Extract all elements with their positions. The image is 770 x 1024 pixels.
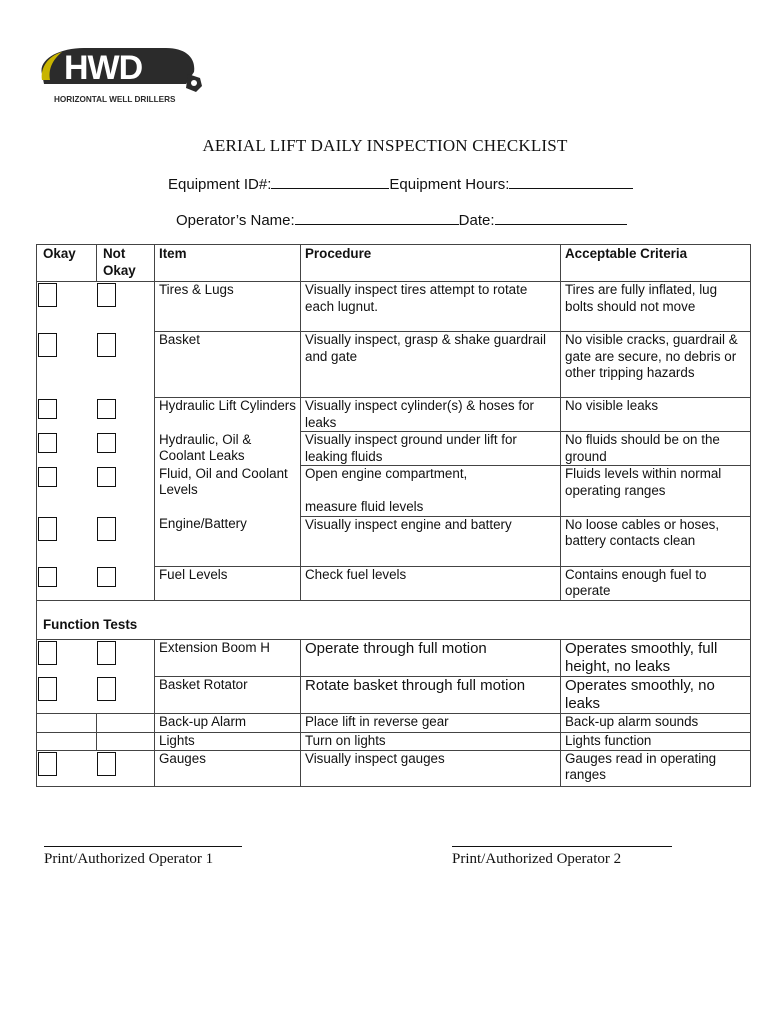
signature-line-1[interactable] bbox=[44, 846, 242, 847]
company-logo bbox=[36, 44, 208, 108]
procedure-cell: Visually inspect ground under lift for leaking fluids bbox=[301, 432, 561, 466]
header-criteria: Acceptable Criteria bbox=[561, 245, 751, 282]
procedure-cell: Turn on lights bbox=[301, 732, 561, 750]
not-okay-checkbox[interactable] bbox=[97, 713, 155, 732]
criteria-cell: Contains enough fuel to operate bbox=[561, 566, 751, 600]
table-row bbox=[37, 282, 751, 332]
not-okay-checkbox[interactable] bbox=[97, 399, 116, 419]
criteria-cell: Fluids levels within normal operating ranges bbox=[561, 466, 751, 516]
table-row bbox=[37, 639, 751, 676]
header-procedure: Procedure bbox=[301, 245, 561, 282]
inspection-table bbox=[36, 244, 751, 787]
okay-checkbox[interactable] bbox=[38, 517, 57, 541]
table-row bbox=[37, 466, 751, 516]
okay-checkbox[interactable] bbox=[38, 433, 57, 453]
table-row bbox=[37, 398, 751, 432]
table-row bbox=[37, 713, 751, 732]
procedure-cell: Check fuel levels bbox=[301, 566, 561, 600]
criteria-cell: No fluids should be on the ground bbox=[561, 432, 751, 466]
criteria-cell: Lights function bbox=[561, 732, 751, 750]
procedure-cell: Place lift in reverse gear bbox=[301, 713, 561, 732]
header-not-okay: Not Okay bbox=[97, 245, 155, 282]
not-okay-checkbox[interactable] bbox=[97, 567, 116, 587]
table-row bbox=[37, 750, 751, 786]
item-cell: Fluid, Oil and Coolant Levels bbox=[155, 466, 301, 516]
okay-checkbox[interactable] bbox=[38, 677, 57, 701]
function-tests-heading: Function Tests bbox=[37, 600, 751, 639]
procedure-line-1: Open engine compartment, bbox=[305, 466, 468, 482]
criteria-cell: No visible leaks bbox=[561, 398, 751, 432]
item-cell: Basket Rotator bbox=[155, 676, 301, 713]
operator-name-label: Operator’s Name: bbox=[176, 212, 295, 229]
criteria-cell: Gauges read in operating ranges bbox=[561, 750, 751, 786]
table-row bbox=[37, 732, 751, 750]
equipment-id-label: Equipment ID#: bbox=[168, 176, 272, 193]
item-cell: Hydraulic, Oil & Coolant Leaks bbox=[155, 432, 301, 466]
procedure-cell: Visually inspect, grasp & shake guardrail and gate bbox=[301, 332, 561, 398]
table-row bbox=[37, 566, 751, 600]
equipment-id-field[interactable] bbox=[168, 174, 633, 193]
not-okay-checkbox[interactable] bbox=[97, 732, 155, 750]
item-cell: Tires & Lugs bbox=[155, 282, 301, 332]
page-title: AERIAL LIFT DAILY INSPECTION CHECKLIST bbox=[202, 136, 568, 155]
table-row bbox=[37, 432, 751, 466]
equipment-hours-label: Equipment Hours: bbox=[389, 176, 510, 193]
table-row bbox=[37, 676, 751, 713]
item-cell: Lights bbox=[155, 732, 301, 750]
okay-checkbox[interactable] bbox=[38, 752, 57, 776]
criteria-cell: No loose cables or hoses, battery contacts clean bbox=[561, 516, 751, 566]
okay-checkbox[interactable] bbox=[38, 333, 57, 357]
item-cell: Gauges bbox=[155, 750, 301, 786]
okay-checkbox[interactable] bbox=[38, 567, 57, 587]
not-okay-checkbox[interactable] bbox=[97, 641, 116, 665]
criteria-cell: No visible cracks, guardrail & gate are secure, no debris or other tripping hazards bbox=[561, 332, 751, 398]
svg-text:HWD: HWD bbox=[64, 49, 143, 87]
table-row bbox=[37, 332, 751, 398]
date-label: Date: bbox=[458, 212, 495, 229]
not-okay-checkbox[interactable] bbox=[97, 467, 116, 487]
procedure-cell: Visually inspect tires attempt to rotate each lugnut. bbox=[301, 282, 561, 332]
procedure-cell bbox=[301, 466, 561, 516]
not-okay-checkbox[interactable] bbox=[97, 283, 116, 307]
not-okay-checkbox[interactable] bbox=[97, 433, 116, 453]
not-okay-checkbox[interactable] bbox=[97, 677, 116, 701]
procedure-line-2: measure fluid levels bbox=[305, 498, 424, 514]
not-okay-checkbox[interactable] bbox=[97, 333, 116, 357]
logo-tagline: HORIZONTAL WELL DRILLERS bbox=[54, 95, 176, 104]
okay-checkbox[interactable] bbox=[38, 283, 57, 307]
procedure-cell: Visually inspect cylinder(s) & hoses for leaks bbox=[301, 398, 561, 432]
item-cell: Fuel Levels bbox=[155, 566, 301, 600]
procedure-cell: Visually inspect gauges bbox=[301, 750, 561, 786]
header-okay: Okay bbox=[37, 245, 97, 282]
okay-checkbox[interactable] bbox=[38, 467, 57, 487]
item-cell: Hydraulic Lift Cylinders bbox=[155, 398, 301, 432]
criteria-cell: Tires are fully inflated, lug bolts should not move bbox=[561, 282, 751, 332]
okay-checkbox[interactable] bbox=[38, 399, 57, 419]
item-cell: Extension Boom H bbox=[155, 639, 301, 676]
procedure-cell: Visually inspect engine and battery bbox=[301, 516, 561, 566]
signature-line-2[interactable] bbox=[452, 846, 672, 847]
signature-label-2: Print/Authorized Operator 2 bbox=[452, 851, 622, 867]
okay-checkbox[interactable] bbox=[37, 713, 97, 732]
not-okay-checkbox[interactable] bbox=[97, 517, 116, 541]
item-cell: Engine/Battery bbox=[155, 516, 301, 566]
okay-checkbox[interactable] bbox=[38, 641, 57, 665]
table-row bbox=[37, 516, 751, 566]
not-okay-checkbox[interactable] bbox=[97, 752, 116, 776]
item-cell: Back-up Alarm bbox=[155, 713, 301, 732]
item-cell: Basket bbox=[155, 332, 301, 398]
okay-checkbox[interactable] bbox=[37, 732, 97, 750]
operator-name-field[interactable] bbox=[176, 210, 627, 229]
procedure-cell: Operate through full motion bbox=[301, 639, 561, 676]
procedure-cell: Rotate basket through full motion bbox=[301, 676, 561, 713]
criteria-cell: Operates smoothly, full height, no leaks bbox=[561, 639, 751, 676]
signature-label-1: Print/Authorized Operator 1 bbox=[44, 851, 214, 867]
header-item: Item bbox=[155, 245, 301, 282]
criteria-cell: Operates smoothly, no leaks bbox=[561, 676, 751, 713]
criteria-cell: Back-up alarm sounds bbox=[561, 713, 751, 732]
